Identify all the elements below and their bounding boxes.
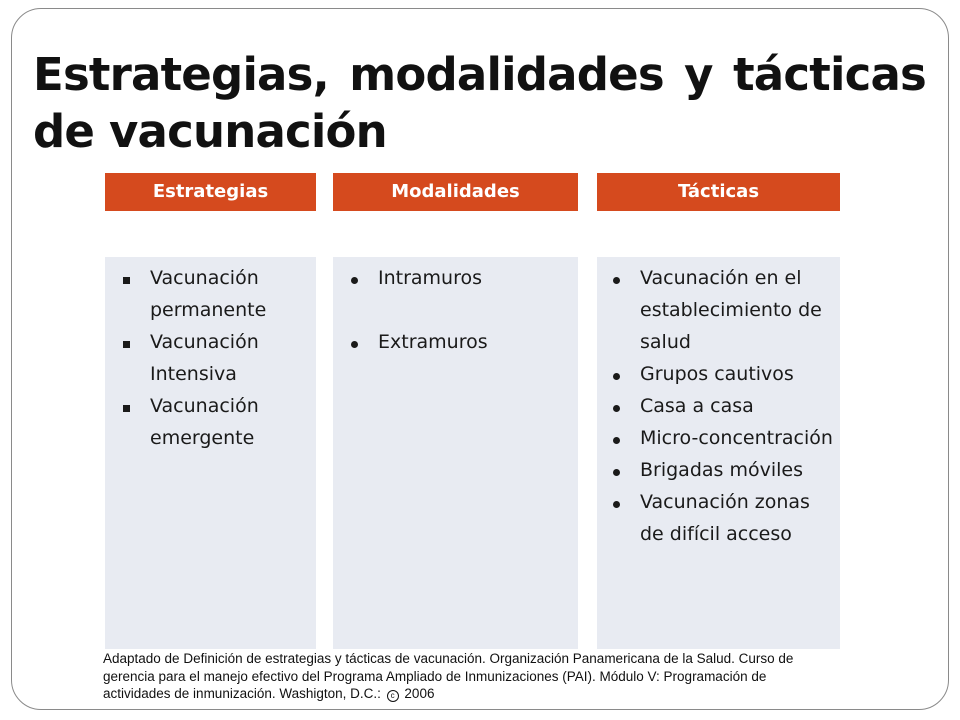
list-item <box>113 262 308 326</box>
column-body-modalidades <box>333 257 578 649</box>
source-citation <box>103 650 823 703</box>
modalidades-list <box>341 262 570 358</box>
list-item <box>603 262 834 358</box>
dot-bullet-icon <box>341 326 367 358</box>
list-item <box>113 390 308 454</box>
dot-bullet-icon <box>341 262 367 294</box>
column-body-tacticas <box>597 257 840 649</box>
list-item <box>603 358 834 390</box>
copyright-icon: c <box>387 690 399 702</box>
dot-bullet-icon <box>603 486 629 518</box>
source-text: Adaptado de Definición de estrategias y tácticas de vacunación. Organización Panamericana de la Salud. Curso de gerencia para el manejo efectivo del Programa Ampliado de Inmunizaciones (PAI). Módulo V: Programación de actividades de inmunización. Washigton, D.C.: <box>103 651 794 701</box>
list-item <box>603 422 834 454</box>
square-bullet-icon <box>113 390 139 422</box>
source-year: 2006 <box>404 686 435 701</box>
list-item-label: Vacunación permanente <box>150 267 267 321</box>
dot-bullet-icon <box>603 422 629 454</box>
list-item-label: Intramuros <box>378 267 483 289</box>
list-item <box>603 454 834 486</box>
list-item-label: Vacunación en el establecimiento de salud <box>640 267 822 353</box>
column-header-estrategias: Estrategias <box>105 173 316 211</box>
square-bullet-icon <box>113 262 139 294</box>
list-item <box>113 326 308 390</box>
list-item-label: Micro-concentración <box>640 427 833 449</box>
list-item <box>603 486 834 550</box>
list-item-label: Brigadas móviles <box>640 459 803 481</box>
dot-bullet-icon <box>603 262 629 294</box>
list-item <box>603 390 834 422</box>
list-item-label: Vacunación Intensiva <box>150 331 259 385</box>
tacticas-list <box>603 262 834 550</box>
list-item <box>341 326 570 358</box>
list-item-label: Vacunación zonas de difícil acceso <box>640 491 810 545</box>
column-header-tacticas: Tácticas <box>597 173 840 211</box>
slide-title: Estrategias, modalidades y tácticas de vacunación <box>33 48 926 158</box>
list-item-label: Casa a casa <box>640 395 754 417</box>
estrategias-list <box>113 262 308 454</box>
list-item <box>341 262 570 294</box>
list-item-label: Extramuros <box>378 331 488 353</box>
square-bullet-icon <box>113 326 139 358</box>
dot-bullet-icon <box>603 358 629 390</box>
dot-bullet-icon <box>603 454 629 486</box>
list-item-label: Vacunación emergente <box>150 395 259 449</box>
list-item-label: Grupos cautivos <box>640 363 794 385</box>
column-body-estrategias <box>105 257 316 649</box>
column-header-modalidades: Modalidades <box>333 173 578 211</box>
dot-bullet-icon <box>603 390 629 422</box>
